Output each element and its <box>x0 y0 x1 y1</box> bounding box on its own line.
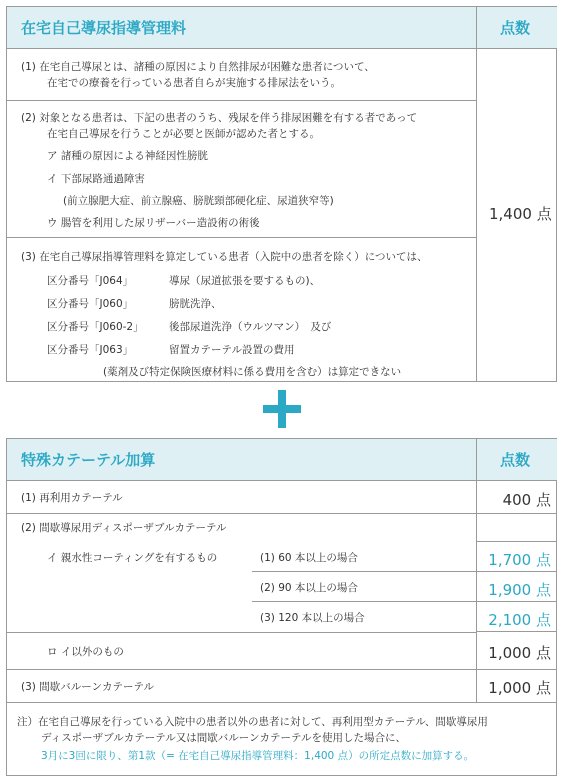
sub3-points-cell <box>477 602 557 632</box>
special-catheter-table <box>6 438 557 776</box>
sub3-label-cell <box>252 602 477 632</box>
management-fee-table <box>6 6 557 382</box>
row2b-label-cell <box>7 632 477 670</box>
sub1-points-cell <box>477 542 557 572</box>
item2-line1: (2) 対象となる患者は、下記の患者のうち、残尿を伴う排尿困難を有する者であって <box>21 112 418 124</box>
item3-code-1: 区分番号「J064」 <box>47 275 134 287</box>
row2a-label: イ 親水性コーティングを有するもの <box>47 552 218 564</box>
item3-code-4: 区分番号「J063」 <box>47 344 134 356</box>
item3-desc-1: 導尿（尿道拡張を要するもの)、 <box>169 275 321 287</box>
row1-points: 400 点 <box>502 491 551 509</box>
item1-line1: (1) 在宅自己導尿とは、諸種の原因により自然排尿が困難な患者について、 <box>21 61 375 73</box>
sub3-points: 2,100 点 <box>488 611 551 629</box>
row1-label: (1) 再利用カテーテル <box>21 492 123 504</box>
plus-icon <box>263 390 301 428</box>
item2-i: イ 下部尿路通過障害 <box>47 173 145 185</box>
management-fee-points-header-cell <box>477 7 557 49</box>
item2-cell <box>7 101 477 238</box>
note-line1: 注）在宅自己導尿を行っている入院中の患者以外の患者に対して、再利用型カテーテル、間歇導尿用 <box>17 716 488 728</box>
row2-label: (2) 間歇導尿用ディスポーザブルカテーテル <box>21 522 227 534</box>
item3-code-2: 区分番号「J060」 <box>47 298 134 310</box>
note-line3: 3月に3回に限り、第1款（= 在宅自己導尿指導管理料：1,400 点）の所定点数に加算する。 <box>41 750 475 762</box>
sub1-label-cell <box>252 542 477 572</box>
row1-label-cell <box>7 481 477 514</box>
sub1-label: (1) 60 本以上の場合 <box>260 552 358 564</box>
row3-points: 1,000 点 <box>488 679 551 697</box>
row2-label-cell <box>7 514 477 542</box>
row2b-points: 1,000 点 <box>488 644 551 662</box>
item3-desc-4: 留置カテーテル設置の費用 <box>169 344 295 356</box>
item2-i-detail: (前立腺肥大症、前立腺癌、膀胱頸部硬化症、尿道狭窄等) <box>63 195 334 207</box>
row3-points-cell <box>477 670 557 703</box>
management-fee-points: 1,400 点 <box>489 205 552 223</box>
item3-desc-2: 膀胱洗浄、 <box>169 298 222 310</box>
item2-u: ウ 腸管を利用した尿リザーバー造設術の術後 <box>47 217 260 229</box>
item1-cell <box>7 49 477 101</box>
item2-a: ア 諸種の原因による神経因性膀胱 <box>47 150 208 162</box>
special-catheter-title-cell <box>7 439 477 481</box>
sub1-points: 1,700 点 <box>488 551 551 569</box>
row3-label: (3) 間歇バルーンカテーテル <box>21 681 154 693</box>
points-header: 点数 <box>500 19 531 37</box>
item3-code-3: 区分番号「J060-2」 <box>47 321 144 333</box>
management-fee-title-cell <box>7 7 477 49</box>
item3-line1: (3) 在宅自己導尿指導管理料を算定している患者（入院中の患者を除く）については、 <box>21 251 428 263</box>
sub3-label: (3) 120 本以上の場合 <box>260 612 365 624</box>
item1-line2: 在宅での療養を行っている患者自らが実施する排尿法をいう。 <box>47 77 341 89</box>
item3-cell <box>7 238 477 382</box>
sub2-points: 1,900 点 <box>488 581 551 599</box>
item2-line2: 在宅自己導尿を行うことが必要と医師が認めた者とする。 <box>47 128 320 140</box>
row1-points-cell <box>477 481 557 514</box>
row2-points-cell <box>477 514 557 542</box>
row2b-points-cell <box>477 632 557 670</box>
row2b-label: ロ イ以外のもの <box>47 646 124 658</box>
item3-desc-3: 後部尿道洗浄（ウルツマン） 及び <box>169 321 332 333</box>
note-line2: ディスポーザブルカテーテル又は間歇バルーンカテーテルを使用した場合に、 <box>41 732 406 744</box>
management-fee-title: 在宅自己導尿指導管理料 <box>21 19 187 37</box>
sub2-points-cell <box>477 572 557 602</box>
special-catheter-title: 特殊カテーテル加算 <box>21 451 156 469</box>
sub2-label: (2) 90 本以上の場合 <box>260 582 358 594</box>
row3-label-cell <box>7 670 477 703</box>
item3-note: (薬剤及び特定保険医療材料に係る費用を含む）は算定できない <box>103 366 402 378</box>
sub2-label-cell <box>252 572 477 602</box>
note-cell <box>7 703 557 776</box>
special-catheter-points-header-cell <box>477 439 557 481</box>
points-header-2: 点数 <box>500 451 531 469</box>
